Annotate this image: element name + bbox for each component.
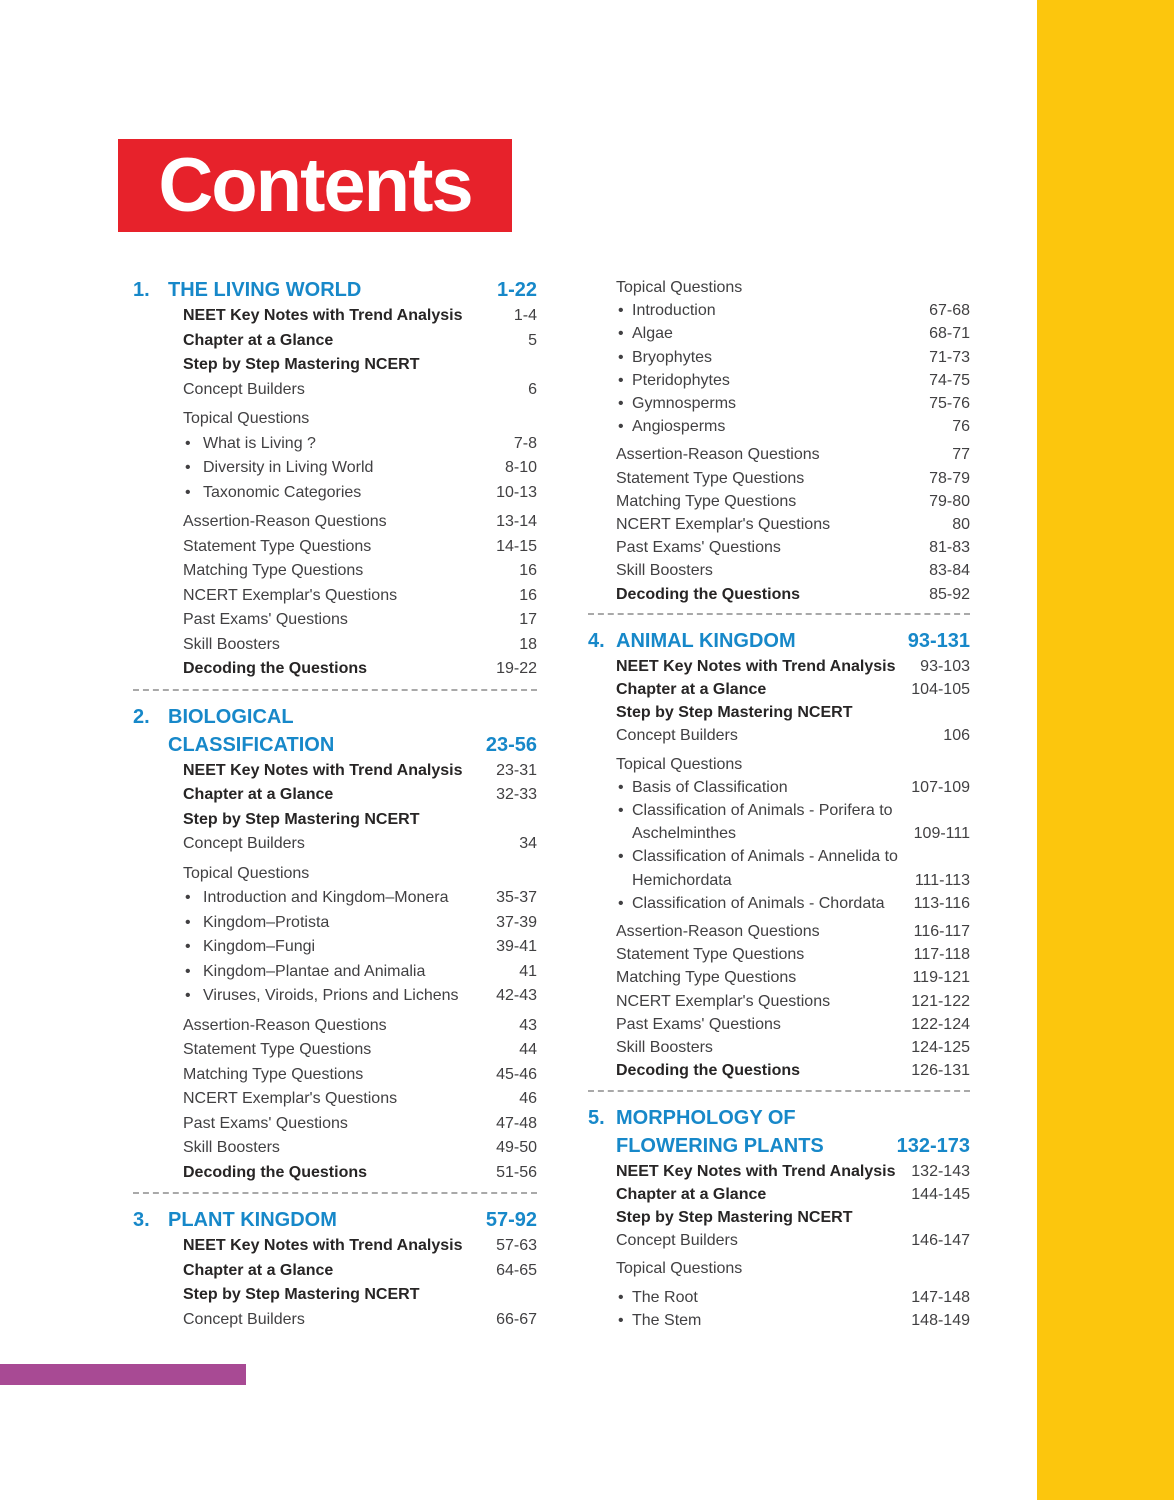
toc-entry [133,1234,537,1259]
toc-block [588,276,970,606]
chapter-pages: 57-92 [485,1209,537,1231]
entry-pages: 8-10 [504,459,537,476]
entry-label: Statement Type Questions [183,537,372,555]
bullet-icon: • [618,325,624,343]
entry-label-line2: Hemichordata [632,871,732,889]
toc-entry [133,559,537,584]
toc-entry [588,701,970,724]
entry-label: Chapter at a Glance [183,331,334,349]
entry-pages: 34 [519,835,537,852]
chapter-heading-line [133,1206,537,1234]
toc-entry [588,753,970,776]
entry-pages: 17 [519,611,537,628]
entry-pages: 49-50 [496,1139,537,1156]
entry-label: Chapter at a Glance [616,1185,767,1203]
entry-pages: 113-116 [913,894,970,912]
toc-bullet-entry [588,892,970,915]
toc-entry [588,513,970,536]
toc-entry [588,1036,970,1059]
chapter-title: PLANT KINGDOM [168,1209,337,1231]
toc-entry [588,559,970,582]
entry-pages: 41 [519,962,537,980]
entry-label: Matching Type Questions [616,969,797,987]
entry-pages: 148-149 [911,1311,970,1329]
chapter-number: 5. [588,1106,605,1129]
entry-pages: 45-46 [496,1065,537,1083]
entry-pages: 67-68 [929,302,970,320]
entry-pages: 146-147 [911,1232,970,1250]
chapter-heading-line [133,276,537,304]
bullet-icon: • [618,1311,624,1329]
toc-bullet-entry [133,984,537,1009]
entry-label: Step by Step Mastering NCERT [183,1286,420,1303]
entry-pages: 111-113 [914,871,970,889]
toc-bullet-entry [588,1309,970,1332]
bullet-icon: • [185,938,191,955]
toc-entry [133,1112,537,1137]
entry-label: Chapter at a Glance [183,1261,334,1279]
entry-label: NEET Key Notes with Trend Analysis [183,1237,463,1254]
entry-pages: 74-75 [929,371,970,389]
toc-bullet-entry [588,346,970,369]
toc-right-column [588,276,970,1332]
toc-bullet-entry [133,432,537,457]
entry-label [632,799,914,845]
toc-entry [133,510,537,535]
toc-entry [133,862,537,887]
entry-pages: 126-131 [911,1062,970,1080]
toc-entry [588,490,970,513]
dashed-divider [588,1090,970,1092]
entry-pages: 77 [952,446,970,464]
entry-pages: 104-105 [911,681,970,699]
entry-pages: 51-56 [496,1163,537,1181]
entry-label: Assertion-Reason Questions [616,446,820,464]
bullet-icon: • [618,848,624,866]
entry-label: The Stem [632,1311,702,1329]
toc-bullet-entry [133,481,537,506]
entry-label: Past Exams' Questions [183,611,348,628]
toc-entry [133,783,537,808]
entry-label: Matching Type Questions [183,1065,364,1083]
toc-entry [588,443,970,466]
chapter-title: MORPHOLOGY OF [616,1106,796,1129]
toc-bullet-entry [588,776,970,799]
toc-entry [588,1160,970,1183]
entry-pages: 47-48 [496,1114,537,1132]
chapter-number: 1. [133,279,150,301]
entry-pages: 75-76 [929,395,970,413]
entry-label: Decoding the Questions [183,1163,368,1181]
entry-pages: 85-92 [929,585,970,603]
bullet-icon: • [618,348,624,366]
chapter-heading [588,627,970,655]
entry-pages: 42-43 [496,987,537,1004]
entry-label: Skill Boosters [616,562,713,580]
bullet-icon: • [185,913,191,931]
toc-bullet-entry [133,911,537,936]
toc-entry [133,1014,537,1039]
contents-banner [118,139,512,232]
chapter-title: ANIMAL KINGDOM [616,629,796,652]
bullet-icon: • [185,889,191,906]
toc-entry [588,1013,970,1036]
bullet-icon: • [185,459,191,476]
chapter-number: 3. [133,1209,150,1231]
entry-label: Topical Questions [616,279,743,296]
entry-label [632,845,915,891]
toc-entry [588,276,970,299]
toc-entry [133,657,537,682]
toc-entry [588,467,970,490]
toc-entry [588,678,970,701]
chapter-heading [133,276,537,304]
entry-label: Diversity in Living World [203,459,374,476]
toc-bullet-entry [588,392,970,415]
toc-entry [133,378,537,403]
chapter-heading-line [588,1104,970,1132]
entry-label: NEET Key Notes with Trend Analysis [616,1162,896,1180]
toc-bullet-entry [588,1286,970,1309]
toc-entry [133,1063,537,1088]
toc-bullet-entry [588,415,970,438]
chapter-heading-line [133,703,537,731]
chapter-heading-line [133,731,537,759]
toc-bullet-entry [133,935,537,960]
toc-entry [133,633,537,658]
entry-pages: 109-111 [913,825,970,843]
entry-pages: 107-109 [911,778,970,796]
entry-label: Angiosperms [632,418,726,436]
entry-label: Step by Step Mastering NCERT [183,356,420,373]
toc-entry [133,832,537,857]
chapter-title: BIOLOGICAL [168,705,294,728]
entry-label: Pteridophytes [632,371,730,389]
entry-label: Matching Type Questions [183,562,364,579]
toc-entry [133,608,537,633]
entry-pages: 93-103 [920,657,970,675]
entry-pages: 122-124 [911,1015,970,1033]
entry-pages: 66-67 [496,1310,537,1328]
bullet-icon: • [185,987,191,1004]
entry-label: Statement Type Questions [616,946,805,964]
entry-label: Skill Boosters [183,635,280,653]
entry-pages: 144-145 [911,1185,970,1203]
bullet-icon: • [618,1288,624,1306]
entry-label: NCERT Exemplar's Questions [183,1090,398,1107]
dashed-divider [588,613,970,615]
toc-entry [588,1206,970,1229]
toc-entry [133,304,537,329]
bullet-icon: • [618,894,624,912]
entry-label: Statement Type Questions [183,1041,372,1058]
entry-pages: 18 [519,635,537,653]
entry-pages: 10-13 [496,483,537,501]
entry-pages: 35-37 [496,889,537,906]
entry-label: Decoding the Questions [183,660,368,677]
entry-label: Skill Boosters [616,1039,713,1057]
bullet-icon: • [618,802,624,820]
entry-label: Concept Builders [183,835,305,852]
entry-label: Chapter at a Glance [616,681,767,699]
entry-label: Introduction [632,302,716,320]
toc-entry [133,1038,537,1063]
entry-pages: 32-33 [496,786,537,803]
entry-pages: 121-122 [911,992,970,1010]
toc-bullet-entry [133,456,537,481]
entry-label: Past Exams' Questions [183,1114,348,1132]
toc-block [133,276,537,682]
chapter-title: THE LIVING WORLD [168,279,362,301]
entry-label: NEET Key Notes with Trend Analysis [183,307,463,324]
toc-entry [133,353,537,378]
bullet-icon: • [618,778,624,796]
entry-pages: 44 [519,1041,537,1058]
toc-entry [133,1308,537,1333]
entry-label: Bryophytes [632,348,713,366]
toc-entry [588,966,970,989]
entry-pages: 117-118 [913,946,970,964]
bullet-icon: • [618,418,624,436]
entry-label: Past Exams' Questions [616,539,781,557]
toc-entry [133,1283,537,1308]
toc-block [588,627,970,1083]
toc-left-column [133,276,537,1332]
entry-label: Kingdom–Fungi [203,938,316,955]
dashed-divider [133,689,537,691]
entry-label: NCERT Exemplar's Questions [183,586,398,604]
toc-entry [588,583,970,606]
chapter-title: FLOWERING PLANTS [616,1134,824,1157]
entry-pages: 106 [943,727,970,745]
entry-label: Chapter at a Glance [183,786,334,803]
entry-label: Concept Builders [183,1310,305,1328]
entry-label: Algae [632,325,673,343]
bullet-icon: • [618,371,624,389]
toc-entry [588,990,970,1013]
entry-pages: 6 [528,380,537,398]
toc-bullet-entry [588,322,970,345]
entry-label: NCERT Exemplar's Questions [616,516,831,534]
entry-pages: 64-65 [496,1261,537,1279]
entry-label: Statement Type Questions [616,469,805,487]
entry-pages: 1-4 [513,307,537,324]
page-title: Contents [158,142,472,228]
toc-entry [588,1229,970,1252]
chapter-number: 2. [133,705,150,728]
entry-label: Basis of Classification [632,778,788,796]
entry-pages: 79-80 [929,492,970,510]
toc-entry [588,724,970,747]
chapter-pages: 132-173 [896,1134,970,1157]
chapter-heading [588,1104,970,1160]
entry-label: Skill Boosters [183,1139,280,1156]
toc-block [133,1206,537,1332]
entry-pages: 83-84 [929,562,970,580]
toc-entry [588,920,970,943]
entry-pages: 16 [519,562,537,579]
entry-pages: 37-39 [496,913,537,931]
entry-label: Topical Questions [616,1260,743,1278]
entry-label: Taxonomic Categories [203,483,362,501]
entry-pages: 19-22 [496,660,537,677]
toc-entry [588,655,970,678]
toc-entry [133,407,537,432]
toc-bullet-entry [588,845,970,891]
entry-label: Concept Builders [616,727,738,745]
entry-pages: 80 [952,516,970,534]
entry-pages: 71-73 [929,348,970,366]
entry-label-line1: Classification of Animals - Porifera to [632,802,893,820]
entry-label: The Root [632,1288,698,1306]
entry-label: Assertion-Reason Questions [183,513,387,530]
yellow-sidebar [1037,0,1174,1500]
entry-pages: 57-63 [496,1237,537,1254]
entry-label: Assertion-Reason Questions [616,923,820,941]
entry-label: Gymnosperms [632,395,737,413]
entry-label: Kingdom–Protista [203,913,330,931]
entry-label: Decoding the Questions [616,585,801,603]
bottom-purple-bar [0,1364,246,1385]
entry-pages: 39-41 [496,938,537,955]
toc-entry [133,808,537,833]
entry-label: Topical Questions [616,755,743,773]
bullet-icon: • [185,483,191,501]
toc-bullet-entry [133,886,537,911]
toc-entry [133,1161,537,1186]
toc-entry [588,1183,970,1206]
toc-block [588,1104,970,1332]
toc-entry [588,536,970,559]
entry-pages: 119-121 [912,969,970,987]
entry-pages: 14-15 [496,537,537,555]
entry-pages: 81-83 [929,539,970,557]
chapter-title: CLASSIFICATION [168,733,335,756]
toc-bullet-entry [588,369,970,392]
chapter-heading-line [588,627,970,655]
chapter-number: 4. [588,629,605,652]
toc-entry [133,535,537,560]
bullet-icon: • [185,434,191,452]
entry-label: NEET Key Notes with Trend Analysis [616,657,896,675]
toc-entry [588,943,970,966]
entry-label: NEET Key Notes with Trend Analysis [183,761,463,779]
toc-entry [133,584,537,609]
entry-label: NCERT Exemplar's Questions [616,992,831,1010]
entry-pages: 13-14 [496,513,537,530]
entry-label: Concept Builders [616,1232,738,1250]
chapter-pages: 93-131 [907,629,970,652]
entry-pages: 23-31 [496,761,537,779]
chapter-heading-line [588,1132,970,1160]
entry-label: Introduction and Kingdom–Monera [203,889,449,906]
bullet-icon: • [185,962,191,980]
toc-entry [133,1136,537,1161]
entry-label: Step by Step Mastering NCERT [183,810,420,828]
entry-pages: 5 [528,331,537,349]
toc-bullet-entry [588,299,970,322]
entry-label: Matching Type Questions [616,492,797,510]
entry-pages: 78-79 [929,469,970,487]
entry-label: What is Living ? [203,434,316,452]
entry-label-line1: Classification of Animals - Annelida to [632,848,898,866]
entry-pages: 68-71 [929,325,970,343]
chapter-heading [133,703,537,759]
toc-entry [588,1257,970,1280]
entry-label: Concept Builders [183,380,305,398]
entry-label: Topical Questions [183,864,310,882]
entry-label: Topical Questions [183,410,310,427]
chapter-pages: 23-56 [485,733,537,756]
entry-label: Viruses, Viroids, Prions and Lichens [203,987,459,1004]
entry-label: Step by Step Mastering NCERT [616,1208,853,1226]
entry-label: Classification of Animals - Chordata [632,894,885,912]
bullet-icon: • [618,395,624,413]
entry-pages: 76 [952,418,970,436]
entry-pages: 43 [519,1016,537,1034]
toc-bullet-entry [133,960,537,985]
chapter-pages: 1-22 [496,279,537,301]
toc-block [133,703,537,1186]
toc-entry [133,1259,537,1284]
toc-entry [133,759,537,784]
entry-pages: 147-148 [911,1288,970,1306]
toc-bullet-entry [588,799,970,845]
entry-label-line2: Aschelminthes [632,825,737,843]
entry-label: Step by Step Mastering NCERT [616,704,853,722]
entry-label: Past Exams' Questions [616,1015,781,1033]
chapter-heading [133,1206,537,1234]
dashed-divider [133,1192,537,1194]
entry-pages: 124-125 [911,1039,970,1057]
entry-label: Assertion-Reason Questions [183,1016,387,1034]
toc-entry [133,1087,537,1112]
entry-pages: 46 [519,1090,537,1107]
entry-pages: 16 [519,586,537,604]
toc-entry [588,1059,970,1082]
toc-entry [133,329,537,354]
entry-label: Kingdom–Plantae and Animalia [203,962,426,980]
entry-pages: 116-117 [913,923,970,941]
entry-label: Decoding the Questions [616,1062,801,1080]
bullet-icon: • [618,302,624,320]
entry-pages: 132-143 [911,1162,970,1180]
entry-pages: 7-8 [513,434,537,452]
